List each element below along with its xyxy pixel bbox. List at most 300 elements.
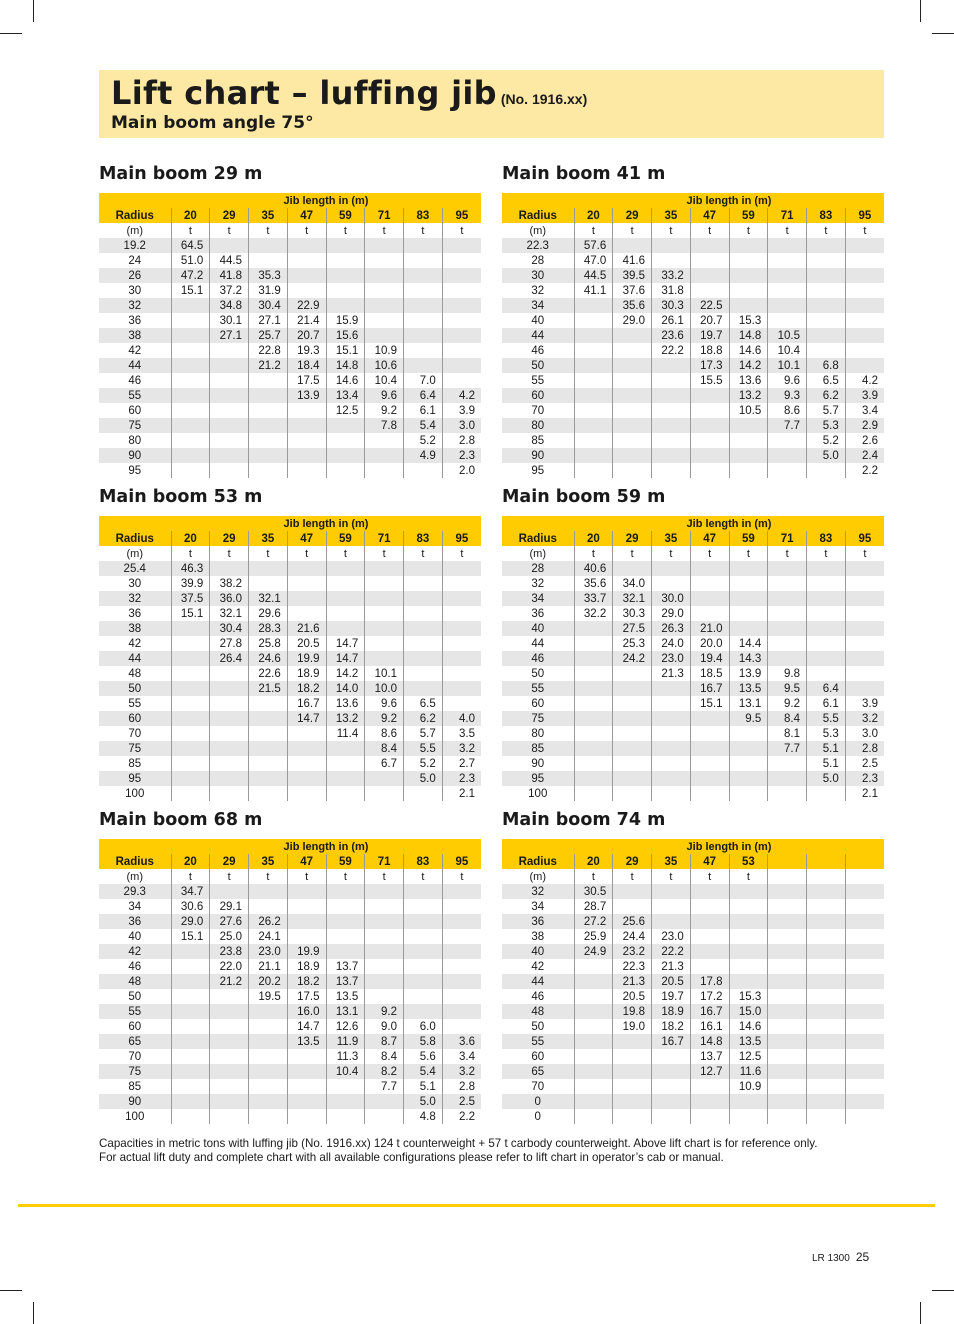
capacity-unit: t xyxy=(768,546,807,561)
capacity-cell xyxy=(326,914,365,929)
table-row xyxy=(502,591,884,606)
capacity-cell xyxy=(210,1004,249,1019)
radius-cell: 30 xyxy=(99,576,171,591)
capacity-cell xyxy=(326,1094,365,1109)
capacity-unit: t xyxy=(210,223,249,238)
capacity-cell xyxy=(171,959,210,974)
capacity-cell xyxy=(365,238,404,253)
capacity-cell: 23.0 xyxy=(652,651,691,666)
capacity-cell xyxy=(652,756,691,771)
capacity-cell xyxy=(171,666,210,681)
jib-length-column-header: 71 xyxy=(365,854,404,869)
radius-cell: 60 xyxy=(502,1049,574,1064)
capacity-cell xyxy=(768,651,807,666)
capacity-unit: t xyxy=(613,546,652,561)
capacity-cell: 37.2 xyxy=(210,283,249,298)
jib-length-column-header: 83 xyxy=(807,531,846,546)
capacity-cell xyxy=(365,944,404,959)
capacity-cell xyxy=(287,418,326,433)
capacity-unit: t xyxy=(249,223,288,238)
capacity-cell: 3.2 xyxy=(442,741,481,756)
capacity-cell: 26.2 xyxy=(249,914,288,929)
capacity-cell xyxy=(845,561,884,576)
capacity-cell xyxy=(287,1094,326,1109)
capacity-cell xyxy=(365,298,404,313)
capacity-cell: 6.1 xyxy=(404,403,443,418)
capacity-cell xyxy=(210,1064,249,1079)
table-row xyxy=(99,1094,481,1109)
page-subtitle: Main boom angle 75° xyxy=(111,113,314,133)
capacity-cell: 9.2 xyxy=(768,696,807,711)
crop-mark xyxy=(932,33,954,34)
radius-cell: 65 xyxy=(99,1034,171,1049)
capacity-cell xyxy=(171,403,210,418)
radius-cell: 55 xyxy=(502,681,574,696)
capacity-cell xyxy=(807,959,846,974)
capacity-cell xyxy=(442,591,481,606)
jib-length-column-header: 35 xyxy=(652,854,691,869)
capacity-cell xyxy=(249,253,288,268)
capacity-cell: 15.1 xyxy=(326,343,365,358)
radius-cell: 46 xyxy=(502,651,574,666)
capacity-cell xyxy=(326,884,365,899)
capacity-cell: 25.9 xyxy=(574,929,613,944)
table-row xyxy=(502,666,884,681)
capacity-cell: 5.3 xyxy=(807,726,846,741)
radius-cell: 36 xyxy=(99,606,171,621)
capacity-cell: 15.3 xyxy=(729,313,768,328)
capacity-cell xyxy=(249,786,288,801)
capacity-cell: 11.4 xyxy=(326,726,365,741)
table-row xyxy=(99,328,481,343)
capacity-cell xyxy=(249,1034,288,1049)
radius-cell: 32 xyxy=(502,283,574,298)
capacity-cell xyxy=(365,576,404,591)
capacity-cell xyxy=(652,433,691,448)
capacity-cell: 16.1 xyxy=(690,1019,729,1034)
capacity-cell xyxy=(613,358,652,373)
capacity-cell xyxy=(171,1019,210,1034)
capacity-cell xyxy=(652,358,691,373)
capacity-cell: 7.7 xyxy=(768,418,807,433)
capacity-cell: 15.1 xyxy=(690,696,729,711)
crop-mark xyxy=(932,1290,954,1291)
capacity-cell xyxy=(249,726,288,741)
capacity-cell xyxy=(574,433,613,448)
lift-chart-table xyxy=(99,839,481,1124)
capacity-cell: 27.1 xyxy=(249,313,288,328)
capacity-cell: 6.4 xyxy=(404,388,443,403)
capacity-cell xyxy=(171,1094,210,1109)
jib-length-column-header: 71 xyxy=(365,531,404,546)
capacity-cell xyxy=(729,606,768,621)
capacity-cell: 5.0 xyxy=(404,771,443,786)
capacity-cell xyxy=(690,1079,729,1094)
capacity-cell xyxy=(574,1004,613,1019)
capacity-cell xyxy=(171,1109,210,1124)
capacity-cell xyxy=(768,463,807,478)
radius-unit: (m) xyxy=(99,546,171,561)
capacity-cell xyxy=(807,463,846,478)
capacity-cell xyxy=(768,1049,807,1064)
capacity-cell xyxy=(845,238,884,253)
capacity-cell xyxy=(729,786,768,801)
radius-cell: 50 xyxy=(99,989,171,1004)
capacity-cell xyxy=(768,253,807,268)
jib-length-column-header: 83 xyxy=(404,531,443,546)
capacity-cell: 19.4 xyxy=(690,651,729,666)
capacity-cell xyxy=(574,989,613,1004)
radius-cell: 48 xyxy=(99,974,171,989)
capacity-cell: 2.2 xyxy=(845,463,884,478)
capacity-cell: 2.8 xyxy=(442,433,481,448)
radius-cell: 46 xyxy=(502,989,574,1004)
capacity-cell xyxy=(404,268,443,283)
capacity-cell xyxy=(729,621,768,636)
capacity-cell: 22.2 xyxy=(652,944,691,959)
radius-cell: 80 xyxy=(502,418,574,433)
capacity-cell: 8.7 xyxy=(365,1034,404,1049)
capacity-cell xyxy=(404,929,443,944)
capacity-cell: 23.0 xyxy=(249,944,288,959)
capacity-cell: 21.2 xyxy=(210,974,249,989)
capacity-cell: 8.4 xyxy=(365,1049,404,1064)
capacity-unit: t xyxy=(652,546,691,561)
capacity-cell: 6.5 xyxy=(404,696,443,711)
radius-cell: 30 xyxy=(502,268,574,283)
capacity-cell xyxy=(613,463,652,478)
capacity-cell xyxy=(845,959,884,974)
lift-chart-table xyxy=(502,193,884,478)
capacity-cell xyxy=(326,756,365,771)
capacity-cell: 4.8 xyxy=(404,1109,443,1124)
capacity-cell xyxy=(171,1034,210,1049)
capacity-cell: 16.7 xyxy=(287,696,326,711)
capacity-cell xyxy=(690,448,729,463)
capacity-cell: 7.8 xyxy=(365,418,404,433)
capacity-cell xyxy=(574,771,613,786)
capacity-cell: 2.2 xyxy=(442,1109,481,1124)
radius-cell: 46 xyxy=(502,343,574,358)
capacity-unit xyxy=(845,869,884,884)
capacity-cell xyxy=(652,681,691,696)
capacity-cell: 5.1 xyxy=(807,756,846,771)
table-row xyxy=(99,756,481,771)
capacity-cell xyxy=(210,373,249,388)
table-row xyxy=(99,298,481,313)
capacity-cell: 14.6 xyxy=(729,343,768,358)
capacity-cell xyxy=(287,433,326,448)
radius-cell: 22.3 xyxy=(502,238,574,253)
capacity-cell: 51.0 xyxy=(171,253,210,268)
capacity-cell xyxy=(768,974,807,989)
capacity-cell: 21.3 xyxy=(652,666,691,681)
capacity-cell: 17.5 xyxy=(287,989,326,1004)
table-row xyxy=(502,681,884,696)
jib-length-column-header: 20 xyxy=(171,208,210,223)
capacity-cell xyxy=(442,651,481,666)
table-row xyxy=(502,989,884,1004)
capacity-cell: 3.6 xyxy=(442,1034,481,1049)
crop-mark xyxy=(0,33,22,34)
capacity-cell xyxy=(171,313,210,328)
capacity-cell xyxy=(249,1109,288,1124)
capacity-cell: 15.1 xyxy=(171,606,210,621)
capacity-cell: 20.2 xyxy=(249,974,288,989)
capacity-cell: 14.4 xyxy=(729,636,768,651)
capacity-cell: 21.2 xyxy=(249,358,288,373)
capacity-cell: 18.4 xyxy=(287,358,326,373)
capacity-cell: 19.0 xyxy=(613,1019,652,1034)
table-row xyxy=(502,726,884,741)
capacity-cell: 14.6 xyxy=(729,1019,768,1034)
capacity-cell xyxy=(171,944,210,959)
capacity-unit: t xyxy=(287,869,326,884)
capacity-cell xyxy=(690,268,729,283)
capacity-cell xyxy=(574,974,613,989)
capacity-unit: t xyxy=(690,546,729,561)
capacity-cell: 34.7 xyxy=(171,884,210,899)
radius-cell: 24 xyxy=(99,253,171,268)
jib-length-header: Jib length in (m) xyxy=(574,516,884,531)
capacity-cell xyxy=(613,884,652,899)
capacity-cell xyxy=(442,561,481,576)
capacity-unit: t xyxy=(613,223,652,238)
radius-cell: 40 xyxy=(99,929,171,944)
capacity-cell xyxy=(365,591,404,606)
capacity-cell xyxy=(613,448,652,463)
table-row xyxy=(99,636,481,651)
capacity-cell xyxy=(442,914,481,929)
capacity-cell xyxy=(807,1064,846,1079)
capacity-cell xyxy=(249,388,288,403)
capacity-cell: 2.5 xyxy=(442,1094,481,1109)
capacity-cell: 7.7 xyxy=(365,1079,404,1094)
capacity-cell: 4.0 xyxy=(442,711,481,726)
capacity-cell xyxy=(326,561,365,576)
table-row xyxy=(99,561,481,576)
capacity-cell: 20.0 xyxy=(690,636,729,651)
radius-cell: 42 xyxy=(502,959,574,974)
capacity-cell xyxy=(845,944,884,959)
capacity-cell: 5.7 xyxy=(807,403,846,418)
capacity-cell: 13.7 xyxy=(326,974,365,989)
capacity-cell xyxy=(652,884,691,899)
capacity-cell xyxy=(249,448,288,463)
capacity-cell xyxy=(404,283,443,298)
capacity-cell xyxy=(287,561,326,576)
capacity-cell: 17.8 xyxy=(690,974,729,989)
capacity-cell: 15.0 xyxy=(729,1004,768,1019)
capacity-cell xyxy=(690,403,729,418)
capacity-cell xyxy=(249,899,288,914)
capacity-cell: 16.7 xyxy=(690,1004,729,1019)
jib-length-column-header: 59 xyxy=(729,208,768,223)
table-row xyxy=(99,1109,481,1124)
capacity-cell: 28.3 xyxy=(249,621,288,636)
capacity-cell: 21.3 xyxy=(652,959,691,974)
capacity-cell xyxy=(652,1109,691,1124)
capacity-cell xyxy=(729,268,768,283)
capacity-cell xyxy=(807,1094,846,1109)
section-title: Main boom 68 m xyxy=(99,810,263,830)
capacity-cell xyxy=(807,1034,846,1049)
capacity-cell xyxy=(574,1079,613,1094)
jib-length-column-header: 47 xyxy=(287,854,326,869)
capacity-cell: 20.7 xyxy=(690,313,729,328)
radius-cell: 19.2 xyxy=(99,238,171,253)
radius-cell: 90 xyxy=(502,756,574,771)
capacity-cell xyxy=(845,343,884,358)
capacity-cell xyxy=(729,298,768,313)
capacity-cell xyxy=(210,561,249,576)
capacity-cell xyxy=(613,726,652,741)
jib-length-column-header: 95 xyxy=(442,854,481,869)
lift-chart-section xyxy=(502,163,884,478)
jib-length-column-header: 20 xyxy=(171,531,210,546)
capacity-cell xyxy=(690,944,729,959)
capacity-cell: 32.1 xyxy=(249,591,288,606)
capacity-cell xyxy=(729,1109,768,1124)
capacity-cell: 21.6 xyxy=(287,621,326,636)
capacity-cell xyxy=(287,448,326,463)
radius-cell: 48 xyxy=(502,1004,574,1019)
capacity-cell xyxy=(807,944,846,959)
table-row xyxy=(99,989,481,1004)
radius-cell: 65 xyxy=(502,1064,574,1079)
capacity-cell: 25.8 xyxy=(249,636,288,651)
capacity-cell xyxy=(690,899,729,914)
capacity-cell xyxy=(404,621,443,636)
capacity-cell: 4.2 xyxy=(442,388,481,403)
radius-cell: 42 xyxy=(99,944,171,959)
capacity-cell xyxy=(729,899,768,914)
capacity-cell: 6.2 xyxy=(807,388,846,403)
capacity-cell xyxy=(845,651,884,666)
capacity-cell xyxy=(729,463,768,478)
radius-cell: 95 xyxy=(99,463,171,478)
capacity-cell xyxy=(326,418,365,433)
capacity-cell xyxy=(249,771,288,786)
capacity-cell xyxy=(768,238,807,253)
capacity-cell xyxy=(326,944,365,959)
capacity-cell: 39.5 xyxy=(613,268,652,283)
table-row xyxy=(502,358,884,373)
table-row xyxy=(502,238,884,253)
capacity-cell: 15.5 xyxy=(690,373,729,388)
capacity-cell xyxy=(442,253,481,268)
capacity-cell xyxy=(365,929,404,944)
jib-length-column-header: 95 xyxy=(845,208,884,223)
capacity-cell xyxy=(690,388,729,403)
capacity-cell xyxy=(171,741,210,756)
capacity-cell xyxy=(171,343,210,358)
capacity-unit: t xyxy=(690,223,729,238)
capacity-cell xyxy=(365,433,404,448)
capacity-cell xyxy=(171,1079,210,1094)
table-row xyxy=(99,358,481,373)
capacity-cell xyxy=(574,1019,613,1034)
capacity-unit: t xyxy=(442,223,481,238)
capacity-cell: 2.3 xyxy=(442,771,481,786)
capacity-cell xyxy=(249,1049,288,1064)
capacity-cell xyxy=(442,959,481,974)
radius-cell: 26 xyxy=(99,268,171,283)
capacity-cell xyxy=(845,298,884,313)
capacity-cell: 14.6 xyxy=(326,373,365,388)
capacity-cell xyxy=(729,756,768,771)
lift-chart-section xyxy=(502,809,884,1124)
capacity-cell: 14.3 xyxy=(729,651,768,666)
capacity-cell: 5.4 xyxy=(404,418,443,433)
capacity-cell xyxy=(442,343,481,358)
radius-cell: 55 xyxy=(502,373,574,388)
capacity-cell xyxy=(845,666,884,681)
capacity-cell xyxy=(326,448,365,463)
capacity-cell: 5.2 xyxy=(404,756,443,771)
capacity-cell xyxy=(690,576,729,591)
capacity-cell: 22.8 xyxy=(249,343,288,358)
radius-cell: 100 xyxy=(99,786,171,801)
radius-unit: (m) xyxy=(99,869,171,884)
table-row xyxy=(502,959,884,974)
capacity-cell: 29.0 xyxy=(652,606,691,621)
radius-cell: 25.4 xyxy=(99,561,171,576)
capacity-cell xyxy=(807,576,846,591)
capacity-unit: t xyxy=(729,546,768,561)
table-row xyxy=(502,786,884,801)
capacity-cell xyxy=(845,1004,884,1019)
lift-chart-section xyxy=(99,809,481,1124)
footer-rule xyxy=(18,1204,935,1207)
capacity-unit: t xyxy=(171,869,210,884)
capacity-cell: 23.8 xyxy=(210,944,249,959)
capacity-cell xyxy=(729,741,768,756)
table-row xyxy=(502,576,884,591)
header-blank-cell xyxy=(502,516,574,531)
radius-cell: 44 xyxy=(502,328,574,343)
capacity-cell xyxy=(807,1049,846,1064)
capacity-cell xyxy=(613,666,652,681)
table-row xyxy=(99,899,481,914)
capacity-cell: 5.8 xyxy=(404,1034,443,1049)
radius-header: Radius xyxy=(502,208,574,223)
capacity-cell xyxy=(807,636,846,651)
capacity-cell: 19.8 xyxy=(613,1004,652,1019)
capacity-unit xyxy=(768,869,807,884)
capacity-cell xyxy=(652,238,691,253)
capacity-cell xyxy=(365,899,404,914)
capacity-cell: 25.6 xyxy=(613,914,652,929)
capacity-cell: 10.9 xyxy=(729,1079,768,1094)
capacity-cell xyxy=(404,238,443,253)
capacity-cell xyxy=(652,1064,691,1079)
capacity-cell xyxy=(768,621,807,636)
capacity-cell xyxy=(404,298,443,313)
radius-header: Radius xyxy=(99,208,171,223)
jib-length-column-header: 29 xyxy=(210,854,249,869)
capacity-cell: 5.5 xyxy=(807,711,846,726)
capacity-cell: 24.9 xyxy=(574,944,613,959)
header-blank-cell xyxy=(99,193,171,208)
capacity-cell: 32.1 xyxy=(210,606,249,621)
capacity-cell xyxy=(807,313,846,328)
capacity-cell: 4.2 xyxy=(845,373,884,388)
capacity-cell xyxy=(442,298,481,313)
jib-length-column-header: 47 xyxy=(287,208,326,223)
capacity-cell: 11.3 xyxy=(326,1049,365,1064)
capacity-cell: 29.1 xyxy=(210,899,249,914)
